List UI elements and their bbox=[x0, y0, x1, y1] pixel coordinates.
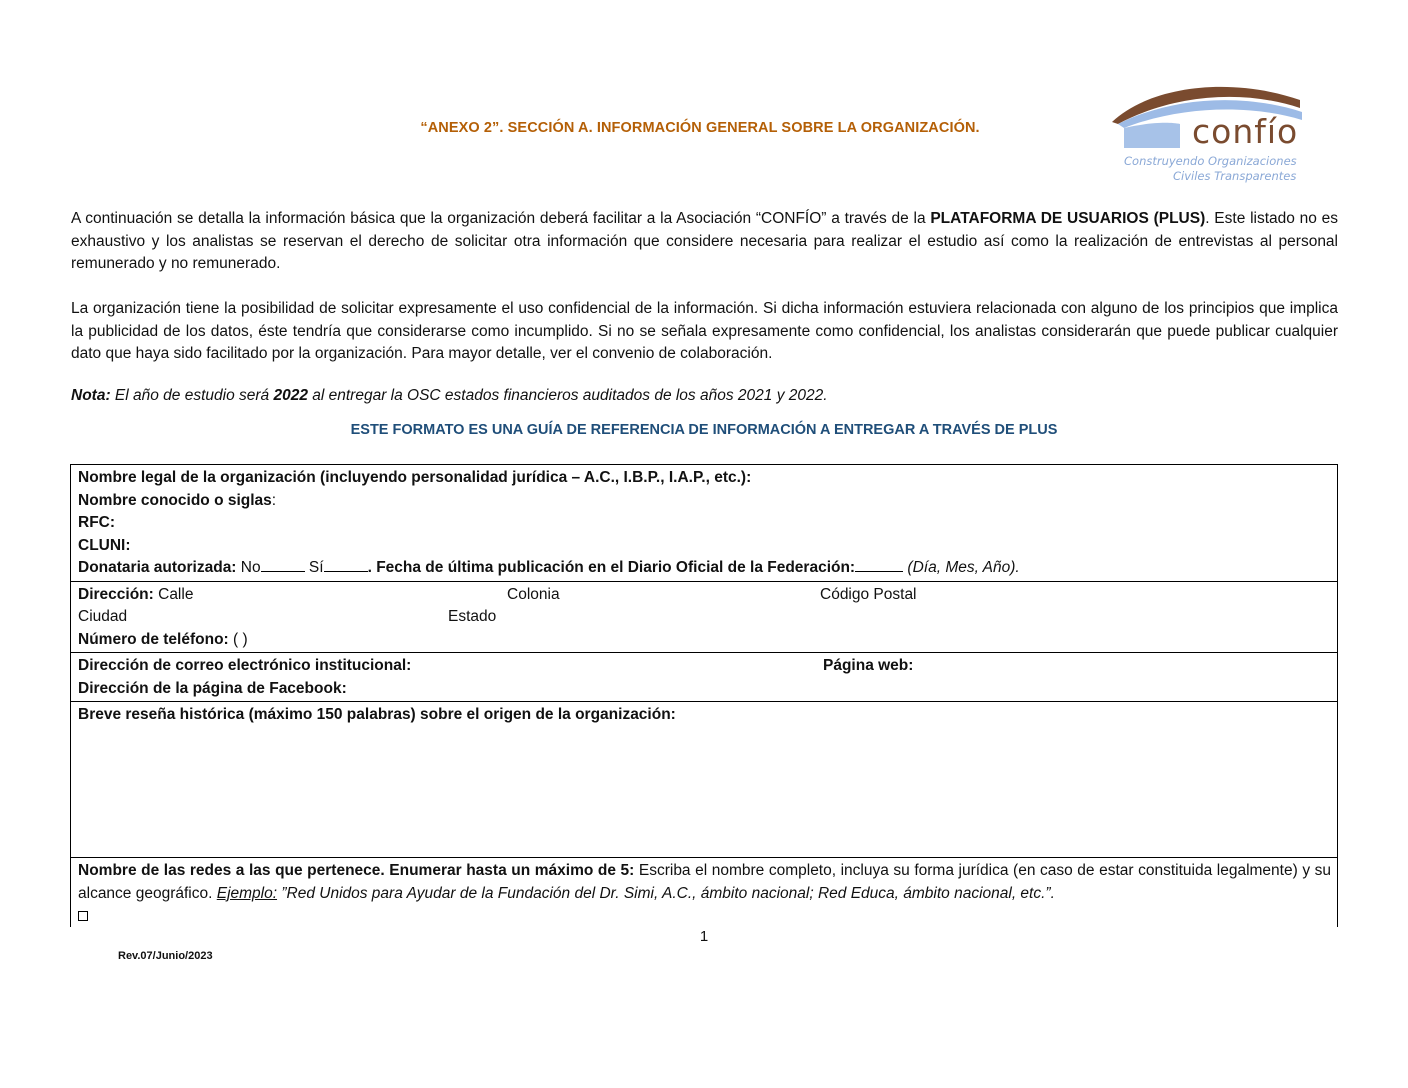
address-line bbox=[78, 584, 1331, 607]
form-section-history bbox=[70, 702, 1338, 858]
city-label: Ciudad bbox=[78, 608, 128, 625]
rfc-label: RFC: bbox=[78, 514, 116, 531]
note-text-end: al entregar la OSC estados financieros auditados de los años 2021 y 2022. bbox=[307, 387, 828, 404]
organization-form bbox=[70, 464, 1338, 927]
networks-instructions-text: Escriba el nombre completo, incluya su forma jurídica (en caso de estar constituida legalmente) y su alcance geográfico. bbox=[78, 862, 1331, 902]
email-line bbox=[78, 655, 1331, 678]
known-name-colon: : bbox=[271, 491, 277, 509]
known-name-field bbox=[78, 490, 1331, 513]
address-label: Dirección: bbox=[78, 585, 154, 603]
note-year: 2022 bbox=[273, 387, 308, 404]
donataria-si-label: Sí bbox=[308, 559, 324, 576]
intro-p1-text-end: . Este listado no es exhaustivo y los analistas se reservan el derecho de solicitar otra información que considere necesaria para realizar el estudio así como la realización de entrevistas al personal remunerado y no remunerado. bbox=[71, 210, 1338, 272]
phone-area-code[interactable]: ( ) bbox=[228, 630, 248, 648]
networks-instructions bbox=[78, 860, 1331, 905]
networks-bullet-line bbox=[78, 905, 1331, 928]
checkbox-bullet-icon[interactable] bbox=[78, 911, 88, 921]
dof-date-format: (Día, Mes, Año). bbox=[907, 559, 1020, 576]
donataria-label: Donataria autorizada: bbox=[78, 559, 237, 576]
note-text: El año de estudio será bbox=[110, 387, 274, 404]
networks-example-label: Ejemplo: bbox=[216, 884, 278, 902]
facebook-label: Dirección de la página de Facebook: bbox=[78, 679, 347, 697]
revision-label: Rev.07/Junio/2023 bbox=[118, 950, 213, 962]
form-section-contact bbox=[70, 653, 1338, 702]
donataria-field bbox=[78, 557, 1331, 580]
street-label: Calle bbox=[153, 585, 194, 603]
website-label: Página web: bbox=[823, 657, 914, 674]
legal-name-label: Nombre legal de la organización (incluyendo personalidad jurídica – A.C., I.B.P., I.A.P., etc.): bbox=[78, 469, 752, 486]
city-line bbox=[78, 606, 1331, 629]
donataria-no-label: No bbox=[236, 559, 261, 576]
logo-tagline-1: Construyendo Organizaciones bbox=[1124, 154, 1297, 168]
intro-p1-text: A continuación se detalla la información básica que la organización deberá facilitar a la Asociación “CONFÍO” a través de la bbox=[71, 210, 931, 227]
networks-label: Nombre de las redes a las que pertenece. Enumerar hasta un máximo de 5: bbox=[78, 862, 635, 879]
form-section-address bbox=[70, 582, 1338, 654]
state-label: Estado bbox=[448, 608, 497, 625]
networks-example-text: ”Red Unidos para Ayudar de la Fundación del Dr. Simi, A.C., ámbito nacional; Red Educa, ámbito nacional, etc.”. bbox=[277, 884, 1055, 902]
format-subtitle: ESTE FORMATO ES UNA GUÍA DE REFERENCIA DE INFORMACIÓN A ENTREGAR A TRAVÉS DE PLUS bbox=[350, 422, 1058, 438]
document-title: “ANEXO 2”. SECCIÓN A. INFORMACIÓN GENERAL SOBRE LA ORGANIZACIÓN. bbox=[420, 120, 980, 136]
study-year-note bbox=[71, 387, 828, 405]
postal-code-label: Código Postal bbox=[820, 585, 917, 603]
colonia-label: Colonia bbox=[507, 585, 560, 603]
history-label: Breve reseña histórica (máximo 150 palabras) sobre el origen de la organización: bbox=[78, 706, 676, 723]
dof-date-blank[interactable] bbox=[855, 557, 903, 572]
email-label: Dirección de correo electrónico institucional: bbox=[78, 657, 412, 674]
known-name-label: Nombre conocido o siglas bbox=[78, 491, 272, 509]
note-label: Nota: bbox=[71, 387, 111, 404]
logo-wordmark: confío bbox=[1192, 112, 1299, 151]
phone-line bbox=[78, 629, 1331, 652]
dof-date-label: . Fecha de última publicación en el Diario Oficial de la Federación: bbox=[367, 559, 856, 576]
intro-paragraph-1 bbox=[71, 208, 1338, 276]
donataria-si-blank[interactable] bbox=[324, 557, 368, 572]
confio-logo bbox=[1110, 78, 1310, 188]
phone-label: Número de teléfono: bbox=[78, 630, 229, 648]
intro-p1-bold: PLATAFORMA DE USUARIOS (PLUS) bbox=[930, 210, 1206, 227]
form-section-identification bbox=[70, 464, 1338, 582]
logo-tagline-2: Civiles Transparentes bbox=[1173, 169, 1297, 183]
intro-paragraph-2: La organización tiene la posibilidad de solicitar expresamente el uso confidencial de la información. Si dicha información estuviera relacionada con alguno de los principios que implica la publicidad de los datos, éste tendría que considerarse como incumplido. Si no se señala expresamente como confidencial, los analistas considerarán que puede publicar cualquier dato que haya sido facilitado por la organización. Para mayor detalle, ver el convenio de colaboración. bbox=[71, 300, 1338, 362]
cluni-label: CLUNI: bbox=[78, 536, 131, 554]
donataria-no-blank[interactable] bbox=[261, 557, 305, 572]
page-number: 1 bbox=[699, 928, 709, 945]
form-section-networks bbox=[70, 858, 1338, 927]
